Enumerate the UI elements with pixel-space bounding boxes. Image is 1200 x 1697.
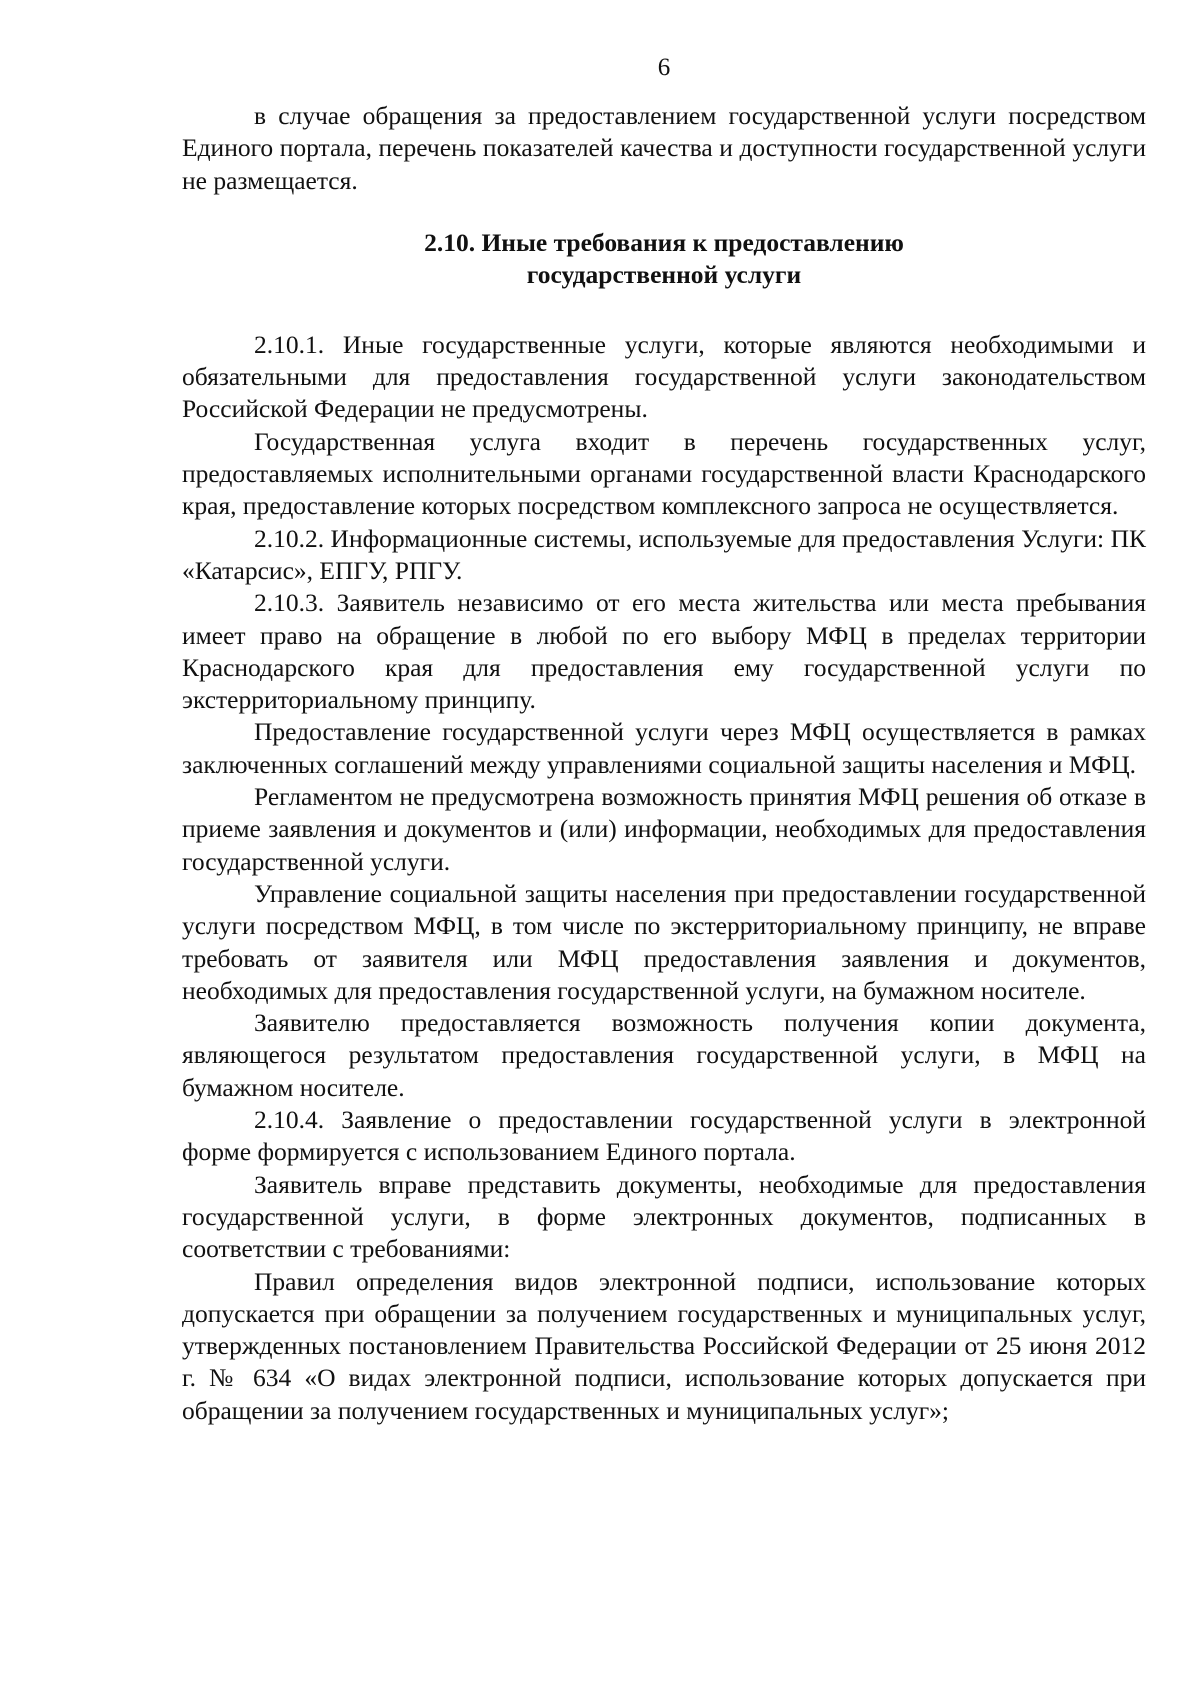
- paragraph-complex-request: Государственная услуга входит в перечень государственных услуг, предоставляемых исполнительными органами государственной власти Краснодарского края, предоставление которых посредством комплексного запроса не осуществляется.: [182, 426, 1146, 521]
- paragraph-2-10-3: 2.10.3. Заявитель независимо от его места жительства или места пребывания имеет право на обращение в любой по его выбору МФЦ в пределах территории Краснодарского края для предоставления ему государственной услуги по экстерриториальному принципу.: [182, 588, 1146, 715]
- paragraph-signature-rules: Правил определения видов электронной подписи, использование которых допускается при обращении за получением государственных и муниципальных услуг, утвержденных постановлением Правительства Российской Федерации от 25 июня 2012 г. № 634 «О видах электронной подписи, использование которых допускается при обращении за получением государственных и муниципальных услуг»;: [182, 1266, 1146, 1425]
- section-heading-line-2: государственной услуги: [526, 259, 802, 289]
- section-heading: [182, 227, 1146, 291]
- page-number: 6: [657, 54, 671, 81]
- document-page: [182, 52, 1146, 1427]
- paragraph-2-10-1: 2.10.1. Иные государственные услуги, которые являются необходимыми и обязательными для предоставления государственной услуги законодательством Российской Федерации не предусмотрены.: [182, 329, 1146, 424]
- paragraph-regulation-refusal: Регламентом не предусмотрена возможность принятия МФЦ решения об отказе в приеме заявления и документов и (или) информации, необходимых для предоставления государственной услуги.: [182, 782, 1146, 876]
- paragraph-document-copy: Заявителю предоставляется возможность получения копии документа, являющегося результатом предоставления государственной услуги, в МФЦ на бумажном носителе.: [182, 1008, 1146, 1102]
- paragraph-social-protection: Управление социальной защиты населения при предоставлении государственной услуги посредством МФЦ, в том числе по экстерриториальному принципу, не вправе требовать от заявителя или МФЦ предоставления заявления и документов, необходимых для предоставления государственной услуги, на бумажном носителе.: [182, 878, 1146, 1005]
- section-heading-line-1: 2.10. Иные требования к предоставлению: [424, 227, 904, 257]
- intro-paragraph: в случае обращения за предоставлением государственной услуги посредством Единого портала, перечень показателей качества и доступности государственной услуги не размещается.: [182, 101, 1146, 195]
- paragraph-mfc-agreements: Предоставление государственной услуги через МФЦ осуществляется в рамках заключенных соглашений между управлениями социальной защиты населения и МФЦ.: [182, 717, 1146, 779]
- paragraph-2-10-2: 2.10.2. Информационные системы, используемые для предоставления Услуги: ПК «Катарсис», ЕПГУ, РПГУ.: [182, 523, 1146, 585]
- paragraph-electronic-documents: Заявитель вправе представить документы, необходимые для предоставления государственной услуги, в форме электронных документов, подписанных в соответствии с требованиями:: [182, 1169, 1146, 1264]
- paragraph-2-10-4: 2.10.4. Заявление о предоставлении государственной услуги в электронной форме формируется с использованием Единого портала.: [182, 1105, 1146, 1167]
